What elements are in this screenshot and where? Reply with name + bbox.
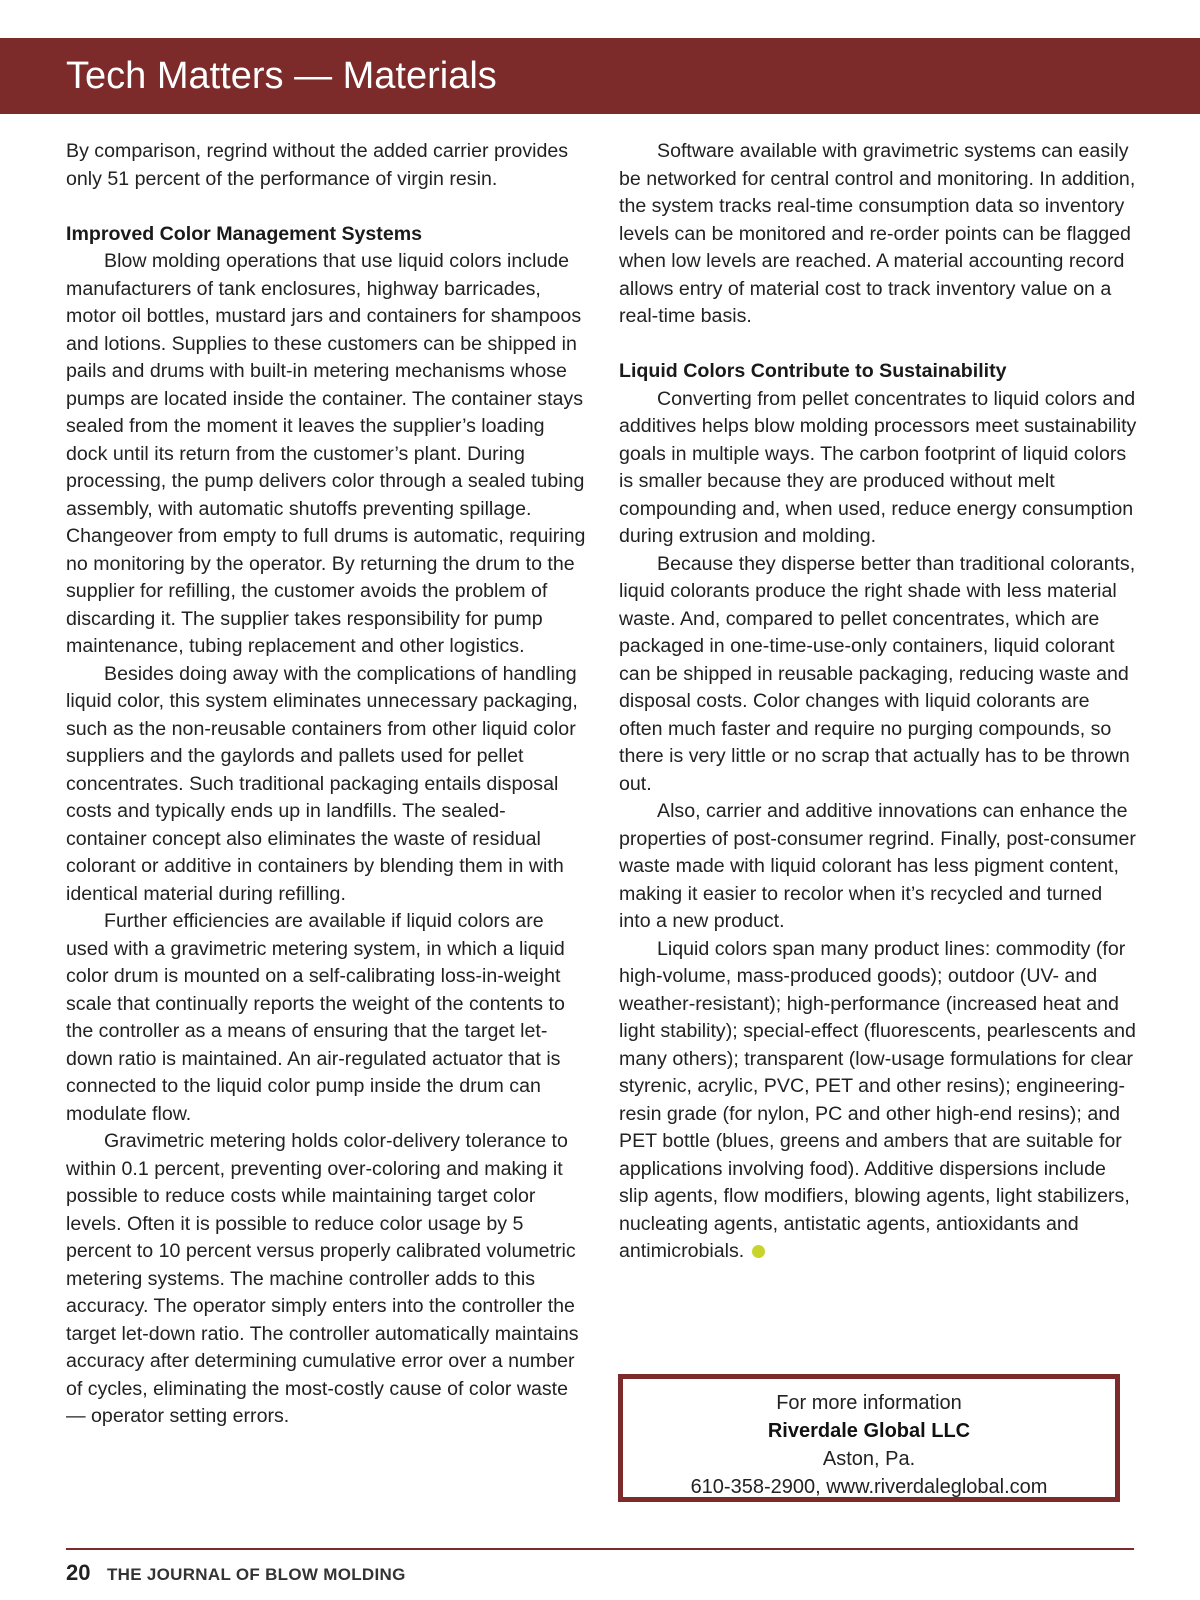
right-column [619, 138, 1137, 1266]
body-paragraph: Besides doing away with the complications of handling liquid color, this system eliminates unnecessary packaging, such as the non-reusable containers from other liquid color suppliers and the gaylords and pallets used for pellet concentrates. Such traditional packaging entails disposal costs and typically ends up in landfills. The sealed-container concept also eliminates the waste of residual colorant or additive in containers by blending them in with identical material during refilling. [66, 662, 578, 905]
body-paragraph: Also, carrier and additive innovations can enhance the properties of post-consumer regrind. Finally, post-consumer waste made with liquid colorant has less pigment content, making it easier to recolor when it’s recycled and turned into a new product. [619, 800, 1136, 932]
info-box-label: For more information [776, 1392, 962, 1414]
intro-paragraph: By comparison, regrind without the added carrier provides only 51 percent of the performance of virgin resin. [66, 140, 569, 190]
more-information-box [618, 1374, 1120, 1502]
publication-name: THE JOURNAL OF BLOW MOLDING [106, 1565, 406, 1584]
final-paragraph-text: Liquid colors span many product lines: commodity (for high-volume, mass-produced goods); outdoor (UV- and weather-resistant); high-performance (increased heat and light stability); special-effect (fluorescents, pearlescents and many others); transparent (low-usage formulations for clear styrenic, acrylic, PVC, PET and other resins); engineering-resin grade (for nylon, PC and other high-end resins); and PET bottle (blues, greens and ambers that are suitable for applications involving food). Additive dispersions include slip agents, flow modifiers, blowing agents, light stabilizers, nucleating agents, antistatic agents, antioxidants and antimicrobials. [619, 937, 1136, 1262]
body-paragraph: Converting from pellet concentrates to liquid colors and additives helps blow molding processors meet sustainability goals in multiple ways. The carbon footprint of liquid colors is smaller because they are produced without melt compounding and, when used, reduce energy consumption during extrusion and molding. [619, 387, 1137, 547]
body-paragraph: Blow molding operations that use liquid colors include manufacturers of tank enclosures, highway barricades, motor oil bottles, mustard jars and containers for shampoos and lotions. Supplies to these customers can be shipped in pails and drums with built-in metering mechanisms whose pumps are located inside the container. The container stays sealed from the moment it leaves the supplier’s loading dock until its return from the customer’s plant. During processing, the pump delivers color through a sealed tubing assembly, with automatic shutoffs preventing spillage. Changeover from empty to full drums is automatic, requiring no monitoring by the operator. By returning the drum to the supplier for refilling, the customer avoids the problem of discarding it. The supplier takes responsibility for pump maintenance, tubing replacement and other logistics. [66, 250, 586, 657]
body-paragraph: Gravimetric metering holds color-delivery tolerance to within 0.1 percent, preventing over-coloring and making it possible to reduce costs while maintaining target color levels. Often it is possible to reduce color usage by 5 percent to 10 percent versus properly calibrated volumetric metering systems. The machine controller adds to this accuracy. The operator simply enters into the controller the target let-down ratio. The controller automatically maintains accuracy after determining cumulative error over a number of cycles, eliminating the most-costly cause of color waste — operator setting errors. [66, 1130, 579, 1427]
body-paragraph-final [619, 936, 1137, 1266]
info-box-contact: 610-358-2900, www.riverdaleglobal.com [690, 1476, 1048, 1498]
body-paragraph: Because they disperse better than traditional colorants, liquid colorants produce the right shade with less material waste. And, compared to pellet concentrates, which are packaged in one-time-use-only containers, liquid colorant can be shipped in reusable packaging, reducing waste and disposal costs. Color changes with liquid colorants are often much faster and require no purging compounds, so there is very little or no scrap that actually has to be thrown out. [619, 552, 1136, 795]
page-title: Tech Matters — Materials [66, 55, 497, 97]
header-banner [0, 38, 1200, 114]
body-paragraph: Software available with gravimetric systems can easily be networked for central control and monitoring. In addition, the system tracks real-time consumption data so inventory levels can be monitored and re-order points can be flagged when low levels are reached. A material accounting record allows entry of material cost to track inventory value on a real-time basis. [619, 140, 1136, 327]
page-footer [66, 1560, 406, 1590]
section-heading-sustainability: Liquid Colors Contribute to Sustainability [619, 360, 1007, 382]
info-box-location: Aston, Pa. [822, 1448, 916, 1470]
left-column [66, 138, 586, 1431]
section-heading-color-management: Improved Color Management Systems [66, 222, 423, 245]
page-number: 20 [66, 1560, 91, 1585]
end-of-article-dot-icon [752, 1245, 765, 1258]
info-box-company: Riverdale Global LLC [767, 1420, 971, 1442]
body-paragraph: Further efficiencies are available if liquid colors are used with a gravimetric metering system, in which a liquid color drum is mounted on a self-calibrating loss-in-weight scale that continually reports the weight of the contents to the controller as a means of ensuring that the target let-down ratio is maintained. An air-regulated actuator that is connected to the liquid color pump inside the drum can modulate flow. [66, 910, 565, 1125]
footer-divider [66, 1548, 1134, 1550]
